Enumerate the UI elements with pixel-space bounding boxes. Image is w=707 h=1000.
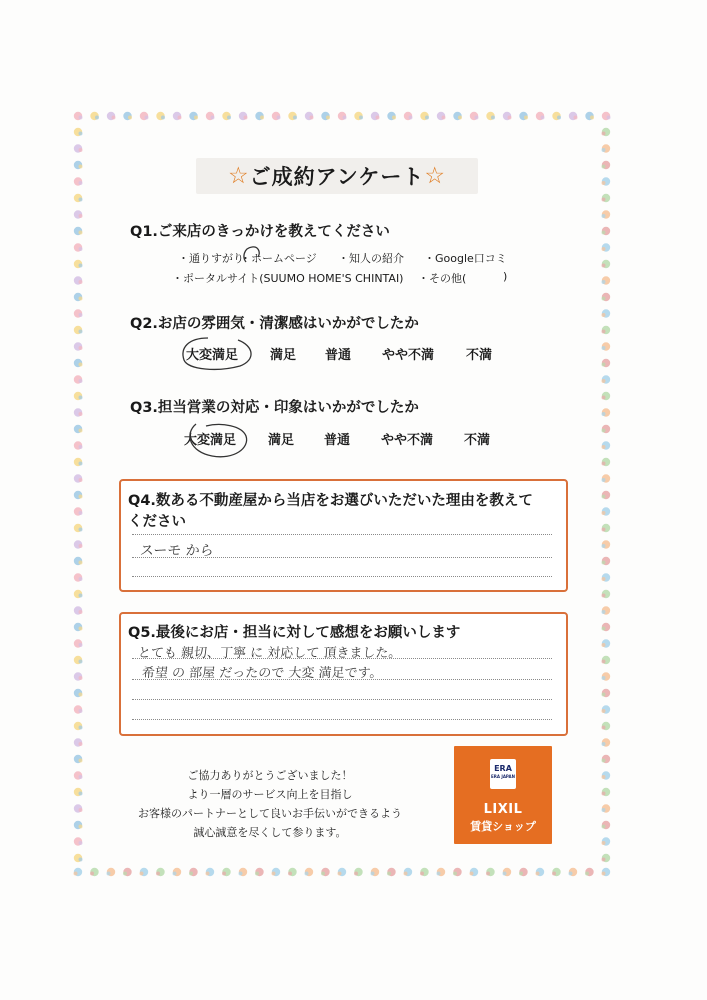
- frame-dot: [524, 116, 528, 120]
- frame-dot: [602, 379, 606, 383]
- frame-dot: [79, 775, 83, 779]
- answer-line: [132, 576, 552, 577]
- frame-dot: [602, 660, 606, 664]
- frame-dot: [585, 872, 589, 876]
- frame-dot: [140, 872, 144, 876]
- frame-dot: [79, 116, 83, 120]
- frame-dot: [602, 511, 606, 515]
- frame-dot: [376, 116, 380, 120]
- q1-option-portal[interactable]: ・ポータルサイト(SUUMO HOME'S CHINTAI): [172, 272, 404, 285]
- frame-dot: [194, 116, 198, 120]
- frame-dot: [503, 872, 507, 876]
- frame-dot: [442, 116, 446, 120]
- frame-dot: [602, 346, 606, 350]
- q1-option-other-close: ): [503, 270, 508, 283]
- frame-dot: [602, 709, 606, 713]
- q2-option-dissatisfied[interactable]: 不満: [466, 348, 493, 363]
- frame-dot: [404, 872, 408, 876]
- star-icon: ☆: [424, 163, 446, 189]
- frame-dot: [420, 872, 424, 876]
- frame-dot: [79, 264, 83, 268]
- frame-dot: [602, 181, 606, 185]
- frame-dot: [602, 198, 606, 202]
- q5-handwritten-answer-line1[interactable]: とても 親切、丁寧 に 対応して 頂きました。: [137, 646, 402, 661]
- frame-dot: [343, 116, 347, 120]
- q1-option-walkby[interactable]: ・通りすがり: [178, 252, 244, 265]
- q2-option-very-satisfied[interactable]: 大変満足: [186, 348, 239, 363]
- closing-line-1: ご協力ありがとうございました！: [187, 769, 353, 782]
- logo-brand: LIXIL: [483, 802, 523, 817]
- q2-option-dissatisfied-somewhat[interactable]: やや不満: [382, 348, 435, 363]
- frame-dot: [79, 165, 83, 169]
- frame-dot: [79, 808, 83, 812]
- frame-dot: [79, 379, 83, 383]
- frame-dot: [79, 544, 83, 548]
- frame-dot: [508, 116, 512, 120]
- selection-circle-mark: [240, 243, 264, 267]
- frame-dot: [79, 627, 83, 631]
- frame-dot: [79, 148, 83, 152]
- q1-option-homepage[interactable]: ・ホームページ: [240, 252, 317, 265]
- frame-dot: [602, 872, 606, 876]
- frame-dot: [602, 825, 606, 829]
- frame-dot: [602, 841, 606, 845]
- frame-dot: [602, 594, 606, 598]
- frame-dot: [305, 872, 309, 876]
- frame-dot: [79, 528, 83, 532]
- frame-dot: [602, 297, 606, 301]
- selection-circle-mark: [178, 334, 258, 374]
- closing-line-2: より一層のサービス向上を目指し: [187, 788, 353, 801]
- frame-dot: [123, 872, 127, 876]
- frame-dot: [277, 116, 281, 120]
- frame-dot: [74, 872, 78, 876]
- frame-dot: [458, 116, 462, 120]
- q1-option-google[interactable]: ・Google口コミ: [424, 252, 507, 265]
- frame-dot: [206, 872, 210, 876]
- frame-dot: [602, 495, 606, 499]
- frame-dot: [79, 346, 83, 350]
- frame-dot: [79, 610, 83, 614]
- q3-option-satisfied[interactable]: 満足: [268, 433, 295, 448]
- frame-dot: [244, 116, 248, 120]
- lixil-logo: [454, 746, 552, 844]
- frame-dot: [470, 872, 474, 876]
- frame-dot: [79, 841, 83, 845]
- frame-dot: [387, 872, 391, 876]
- q3-option-dissatisfied[interactable]: 不満: [464, 433, 491, 448]
- frame-dot: [321, 872, 325, 876]
- frame-dot: [79, 462, 83, 466]
- q5-question: Q5.最後にお店・担当に対して感想をお願いします: [128, 625, 461, 641]
- frame-dot: [602, 462, 606, 466]
- answer-line: [132, 719, 552, 720]
- frame-dot: [602, 792, 606, 796]
- frame-dot: [79, 181, 83, 185]
- answer-line: [132, 534, 552, 535]
- frame-dot: [602, 429, 606, 433]
- frame-dot: [602, 577, 606, 581]
- frame-dot: [211, 116, 215, 120]
- frame-dot: [602, 478, 606, 482]
- frame-dot: [79, 214, 83, 218]
- frame-dot: [79, 445, 83, 449]
- frame-dot: [602, 775, 606, 779]
- frame-dot: [602, 280, 606, 284]
- era-logo-mark: ERA ERA JAPAN: [490, 759, 516, 789]
- frame-dot: [79, 363, 83, 367]
- frame-dot: [409, 116, 413, 120]
- selection-circle-mark: [182, 418, 254, 462]
- frame-dot: [602, 643, 606, 647]
- frame-dot: [602, 726, 606, 730]
- frame-dot: [239, 872, 243, 876]
- frame-dot: [79, 825, 83, 829]
- closing-line-3: お客様のパートナーとして良いお手伝いができるよう: [138, 807, 402, 820]
- frame-dot: [79, 313, 83, 317]
- frame-dot: [326, 116, 330, 120]
- frame-dot: [222, 872, 226, 876]
- frame-dot: [79, 858, 83, 862]
- frame-dot: [602, 132, 606, 136]
- frame-dot: [79, 594, 83, 598]
- frame-dot: [79, 693, 83, 697]
- frame-dot: [79, 676, 83, 680]
- q2-option-neutral[interactable]: 普通: [325, 348, 352, 363]
- frame-dot: [602, 676, 606, 680]
- frame-dot: [602, 231, 606, 235]
- q1-option-other[interactable]: ・その他(: [418, 272, 467, 285]
- frame-dot: [79, 726, 83, 730]
- frame-dot: [392, 116, 396, 120]
- logo-shop-name: 賃貸ショップ: [470, 820, 536, 833]
- frame-dot: [491, 116, 495, 120]
- frame-dot: [354, 872, 358, 876]
- frame-dot: [79, 132, 83, 136]
- frame-dot: [602, 313, 606, 317]
- frame-dot: [574, 116, 578, 120]
- frame-dot: [260, 116, 264, 120]
- frame-dot: [79, 247, 83, 251]
- frame-dot: [602, 610, 606, 614]
- frame-dot: [128, 116, 132, 120]
- frame-dot: [79, 742, 83, 746]
- frame-dot: [602, 759, 606, 763]
- q1-option-referral[interactable]: ・知人の紹介: [338, 252, 404, 265]
- frame-dot: [79, 709, 83, 713]
- frame-dot: [602, 742, 606, 746]
- frame-dot: [79, 231, 83, 235]
- frame-dot: [453, 872, 457, 876]
- frame-dot: [79, 577, 83, 581]
- q1-question: Q1.ご来店のきっかけを教えてください: [130, 224, 390, 240]
- q4-question-line2: ください: [128, 514, 186, 530]
- frame-dot: [79, 280, 83, 284]
- closing-line-4: 誠心誠意を尽くして参ります。: [193, 826, 347, 839]
- frame-dot: [602, 544, 606, 548]
- q5-handwritten-answer-line2[interactable]: 希望 の 部屋 だったので 大変 満足です。: [141, 666, 384, 681]
- frame-dot: [371, 872, 375, 876]
- frame-dot: [293, 116, 297, 120]
- q4-handwritten-answer[interactable]: スーモ から: [139, 543, 215, 559]
- frame-dot: [552, 872, 556, 876]
- frame-dot: [602, 693, 606, 697]
- q3-option-very-satisfied[interactable]: 大変満足: [184, 433, 237, 448]
- frame-dot: [602, 264, 606, 268]
- frame-dot: [486, 872, 490, 876]
- q4-question-line1: Q4.数ある不動産屋から当店をお選びいただいた理由を教えて: [128, 493, 533, 509]
- frame-dot: [602, 214, 606, 218]
- frame-dot: [112, 116, 116, 120]
- frame-dot: [536, 872, 540, 876]
- frame-dot: [173, 872, 177, 876]
- q2-option-satisfied[interactable]: 満足: [270, 348, 297, 363]
- q3-question: Q3.担当営業の対応・印象はいかがでしたか: [130, 400, 419, 416]
- frame-dot: [338, 872, 342, 876]
- frame-dot: [602, 363, 606, 367]
- frame-dot: [79, 643, 83, 647]
- frame-dot: [359, 116, 363, 120]
- frame-dot: [519, 872, 523, 876]
- frame-dot: [602, 148, 606, 152]
- frame-dot: [79, 511, 83, 515]
- frame-dot: [79, 478, 83, 482]
- frame-dot: [79, 792, 83, 796]
- frame-dot: [310, 116, 314, 120]
- frame-dot: [107, 872, 111, 876]
- frame-dot: [79, 412, 83, 416]
- frame-dot: [90, 872, 94, 876]
- frame-dot: [557, 116, 561, 120]
- page-title: [196, 158, 478, 194]
- frame-dot: [255, 872, 259, 876]
- frame-dot: [156, 872, 160, 876]
- frame-dot: [288, 872, 292, 876]
- answer-line: [132, 699, 552, 700]
- frame-dot: [602, 858, 606, 862]
- frame-dot: [541, 116, 545, 120]
- frame-dot: [79, 759, 83, 763]
- q3-option-dissatisfied-somewhat[interactable]: やや不満: [381, 433, 434, 448]
- star-icon: ☆: [228, 163, 250, 189]
- frame-dot: [227, 116, 231, 120]
- frame-dot: [145, 116, 149, 120]
- frame-dot: [272, 872, 276, 876]
- frame-dot: [79, 429, 83, 433]
- frame-dot: [79, 330, 83, 334]
- frame-dot: [602, 330, 606, 334]
- frame-dot: [602, 165, 606, 169]
- frame-dot: [425, 116, 429, 120]
- frame-dot: [569, 872, 573, 876]
- frame-dot: [602, 396, 606, 400]
- frame-dot: [602, 528, 606, 532]
- frame-dot: [79, 198, 83, 202]
- q3-option-neutral[interactable]: 普通: [324, 433, 351, 448]
- frame-dot: [602, 445, 606, 449]
- frame-dot: [79, 396, 83, 400]
- frame-dot: [189, 872, 193, 876]
- frame-dot: [79, 660, 83, 664]
- frame-dot: [79, 561, 83, 565]
- frame-dot: [475, 116, 479, 120]
- frame-dot: [607, 116, 611, 120]
- frame-dot: [178, 116, 182, 120]
- frame-dot: [437, 872, 441, 876]
- frame-dot: [161, 116, 165, 120]
- frame-dot: [602, 561, 606, 565]
- frame-dot: [602, 627, 606, 631]
- frame-dot: [95, 116, 99, 120]
- frame-dot: [590, 116, 594, 120]
- frame-dot: [602, 412, 606, 416]
- frame-dot: [79, 297, 83, 301]
- frame-dot: [602, 247, 606, 251]
- frame-dot: [79, 495, 83, 499]
- title-text: ご成約アンケート: [249, 165, 425, 189]
- q2-question: Q2.お店の雰囲気・清潔感はいかがでしたか: [130, 316, 419, 332]
- frame-dot: [602, 808, 606, 812]
